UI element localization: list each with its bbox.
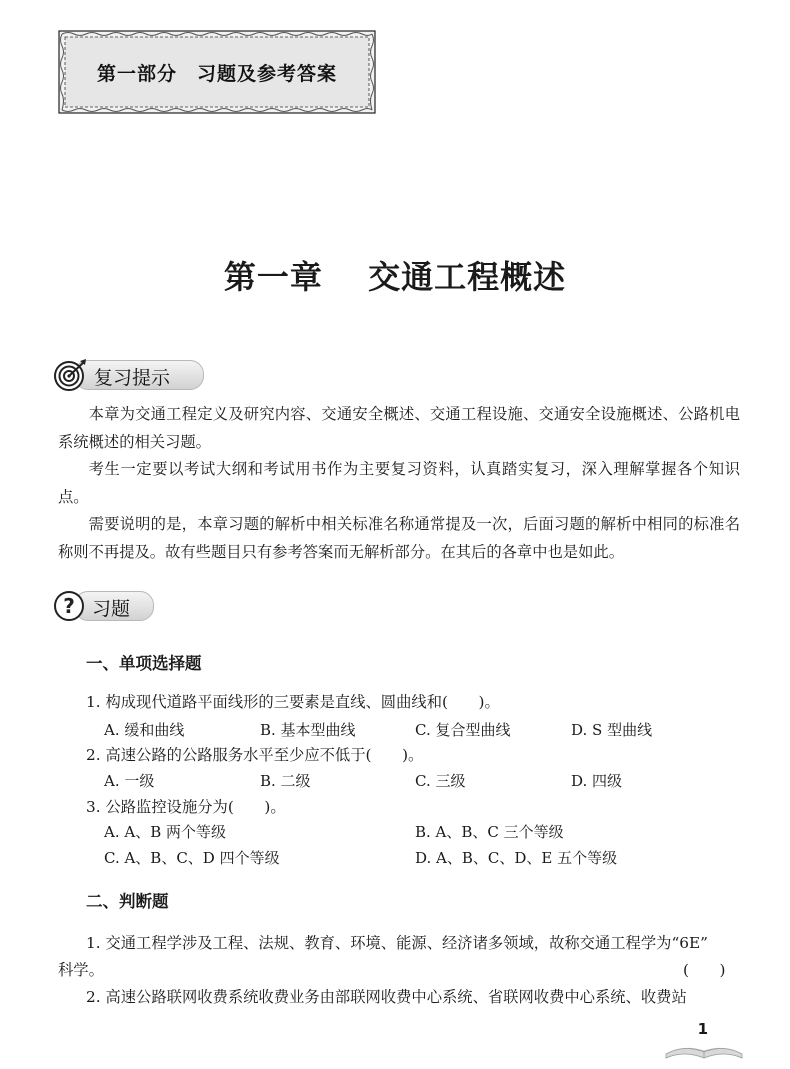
review-paragraph: 本章为交通工程定义及研究内容、交通安全概述、交通工程设施、交通安全设施概述、公路机电系统概述的相关习题。 bbox=[58, 405, 740, 451]
svg-text:?: ? bbox=[63, 594, 75, 618]
option: B. 基本型曲线 bbox=[260, 721, 356, 739]
review-paragraph: 考生一定要以考试大纲和考试用书作为主要复习资料，认真踏实复习，深入理解掌握各个知识点。 bbox=[58, 460, 740, 506]
exercise-tag-label: 习题 bbox=[92, 598, 131, 620]
chapter-title: 第一章 交通工程概述 bbox=[223, 258, 567, 296]
option: A. A、B 两个等级 bbox=[104, 823, 226, 841]
judge-question-line: 2. 高速公路联网收费系统收费业务由部联网收费中心系统、省联网收费中心系统、收费站 bbox=[86, 988, 687, 1006]
target-icon bbox=[52, 358, 92, 392]
review-section bbox=[58, 401, 740, 566]
option: A. 缓和曲线 bbox=[104, 721, 185, 739]
option: A. 一级 bbox=[104, 772, 155, 790]
question-icon bbox=[52, 589, 88, 623]
question-stem: 2. 高速公路的公路服务水平至少应不低于( )。 bbox=[86, 746, 424, 764]
option: D. A、B、C、D、E 五个等级 bbox=[415, 849, 618, 867]
option: C. 三级 bbox=[415, 772, 466, 790]
option: B. A、B、C 三个等级 bbox=[415, 823, 564, 841]
option: C. 复合型曲线 bbox=[415, 721, 511, 739]
open-book-icon bbox=[664, 1040, 744, 1062]
option: D. S 型曲线 bbox=[571, 721, 653, 739]
part-title: 第一部分 习题及参考答案 bbox=[96, 62, 337, 85]
option: B. 二级 bbox=[260, 772, 311, 790]
page-number: 1 bbox=[697, 1020, 708, 1038]
section-heading-single-choice: 一、单项选择题 bbox=[86, 654, 202, 673]
option: C. A、B、C、D 四个等级 bbox=[104, 849, 280, 867]
judge-question-line: 1. 交通工程学涉及工程、法规、教育、环境、能源、经济诸多领域，故称交通工程学为“6E” bbox=[86, 934, 708, 952]
part-banner bbox=[58, 30, 376, 114]
review-paragraph: 需要说明的是，本章习题的解析中相关标准名称通常提及一次，后面习题的解析中相同的标准名称则不再提及。故有些题目只有参考答案而无解析部分。在其后的各章中也是如此。 bbox=[58, 515, 740, 561]
section-heading-judgement: 二、判断题 bbox=[86, 892, 169, 911]
option: D. 四级 bbox=[571, 772, 623, 790]
judge-question-line: 科学。 bbox=[58, 961, 104, 979]
review-tag bbox=[52, 358, 202, 390]
answer-bracket: ( ) bbox=[683, 961, 726, 979]
exercise-tag bbox=[52, 589, 152, 621]
question-stem: 3. 公路监控设施分为( )。 bbox=[86, 798, 286, 816]
review-tag-label: 复习提示 bbox=[94, 367, 171, 389]
question-stem: 1. 构成现代道路平面线形的三要素是直线、圆曲线和( )。 bbox=[86, 693, 500, 711]
